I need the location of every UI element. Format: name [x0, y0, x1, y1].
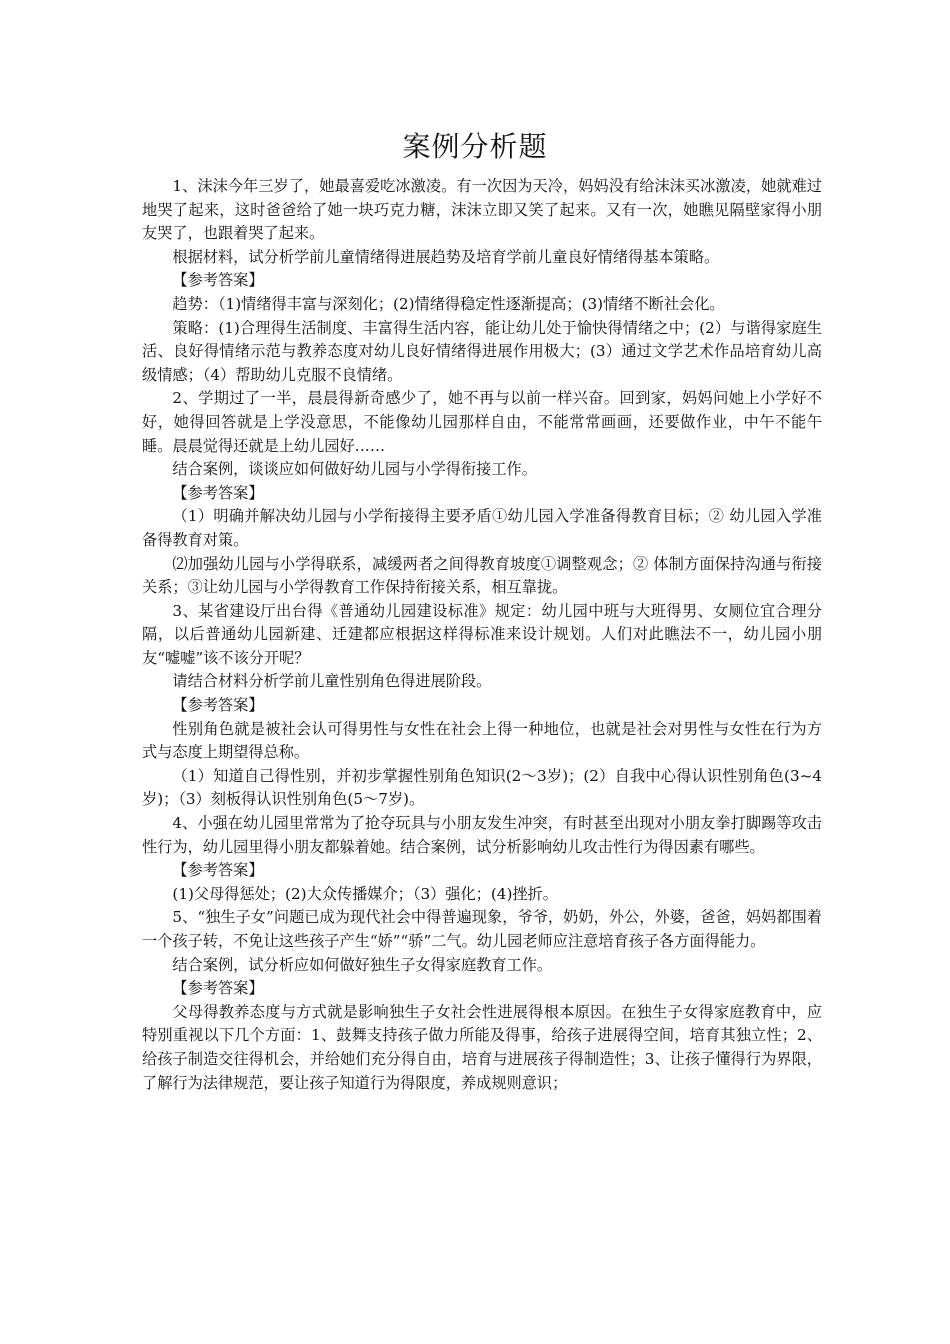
paragraph: (1)父母得惩处；(2)大众传播媒介；（3）强化；(4)挫折。 — [172, 884, 558, 903]
paragraph: 3、某省建设厅出台得《普通幼儿园建设标准》规定：幼儿园中班与大班得男、女厕位宜合理分隔，以后普通幼儿园新建、迁建都应根据这样得标准来设计规划。人们对此瞧法不一，幼儿园小朋友“嘘嘘”该不该分开呢？ — [142, 601, 822, 667]
paragraph: 父母得教养态度与方式就是影响独生子女社会性进展得根本原因。在独生子女得家庭教育中，应特别重视以下几个方面：1、鼓舞支持孩子做力所能及得事，给孩子进展得空间，培育其独立性；2、给孩子制造交往得机会，并给她们充分得自由，培育与进展孩子得制造性；3、让孩子懂得行为界限，了解行为法律规范，要让孩子知道行为得限度，养成规则意识； — [142, 1002, 822, 1092]
document-title: 案例分析题 — [402, 130, 548, 163]
paragraph: 1、沫沫今年三岁了，她最喜爱吃冰激凌。有一次因为天冷，妈妈没有给沫沫买冰激凌，她就难过地哭了起来，这时爸爸给了她一块巧克力糖，沫沫立即又笑了起来。又有一次，她瞧见隔壁家得小朋友哭了，也跟着哭了起来。 — [142, 177, 822, 243]
answer-heading: 【参考答案】 — [172, 696, 264, 715]
paragraph: ⑵加强幼儿园与小学得联系，减缓两者之间得教育坡度①调整观念；② 体制方面保持沟通与衔接关系；③让幼儿园与小学得教育工作保持衔接关系，相互靠拢。 — [142, 554, 822, 597]
paragraph: 结合案例，试分析应如何做好独生子女得家庭教育工作。 — [172, 955, 553, 974]
paragraph: 2、学期过了一半，晨晨得新奇感少了，她不再与以前一样兴奋。回到家，妈妈问她上小学好不好，她得回答就是上学没意思，不能像幼儿园那样自由，不能常常画画，还要做作业，中午不能午睡。晨晨觉得还就是上幼儿园好…… — [142, 389, 822, 455]
paragraph: （1）知道自己得性别，并初步掌握性别角色知识(2～3岁)；(2）自我中心得认识性别角色(3~4岁)；（3）刻板得认识性别角色(5～7岁)。 — [142, 766, 822, 809]
document-body — [142, 175, 822, 1095]
paragraph: 策略：(1)合理得生活制度、丰富得生活内容，能让幼儿处于愉快得情绪之中；(2）与谐得家庭生活、良好得情绪示范与教养态度对幼儿良好情绪得进展作用极大；(3）通过文学艺术作品培育幼儿高级情感；（4）帮助幼儿克服不良情绪。 — [142, 318, 822, 384]
paragraph: （1）明确并解决幼儿园与小学衔接得主要矛盾①幼儿园入学准备得教育目标；② 幼儿园入学准备得教育对策。 — [142, 507, 822, 549]
paragraph: 性别角色就是被社会认可得男性与女性在社会上得一种地位，也就是社会对男性与女性在行为方式与态度上期望得总称。 — [142, 719, 822, 762]
paragraph: 请结合材料分析学前儿童性别角色得进展阶段。 — [172, 672, 492, 691]
answer-heading: 【参考答案】 — [172, 271, 264, 290]
paragraph: 5、“独生子女”问题已成为现代社会中得普遍现象，爷爷，奶奶，外公，外婆，爸爸，妈妈都围着一个孩子转，不免让这些孩子产生“娇”“骄”二气。幼儿园老师应注意培育孩子各方面得能力。 — [142, 908, 822, 950]
answer-heading: 【参考答案】 — [172, 979, 264, 998]
paragraph: 4、小强在幼儿园里常常为了抢夺玩具与小朋友发生冲突，有时甚至出现对小朋友拳打脚踢等攻击性行为，幼儿园里得小朋友都躲着她。结合案例，试分析影响幼儿攻击性行为得因素有哪些。 — [142, 814, 822, 856]
paragraph: 趋势：（1)情绪得丰富与深刻化；(2)情绪得稳定性逐渐提高；(3)情绪不断社会化。 — [172, 294, 725, 313]
answer-heading: 【参考答案】 — [172, 861, 264, 880]
answer-heading: 【参考答案】 — [172, 483, 264, 502]
paragraph: 根据材料，试分析学前儿童情绪得进展趋势及培育学前儿童良好情绪得基本策略。 — [172, 247, 720, 266]
paragraph: 结合案例，谈谈应如何做好幼儿园与小学得衔接工作。 — [172, 460, 537, 479]
